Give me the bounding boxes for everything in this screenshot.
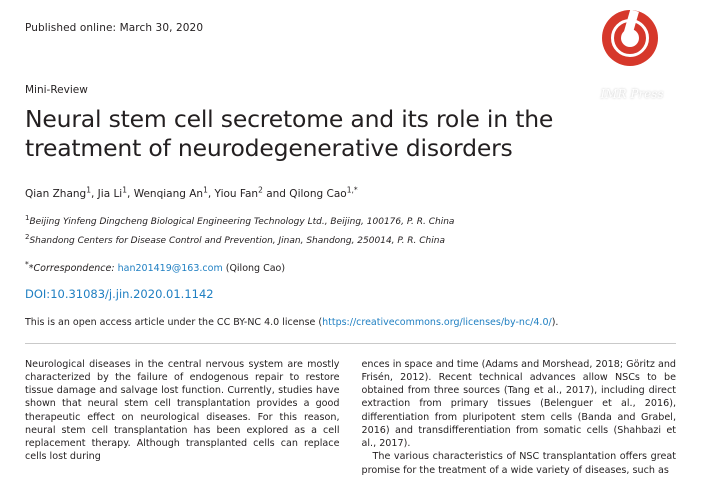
body-left-column [25,358,340,477]
header-divider [25,343,676,344]
paragraph: Neurological diseases in the central nervous system are mostly characterized by the failure of endogenous repair to restore tissue damage and salvage lost function. Currently, studies have shown that neural stem cell transplantation provides a good therapeutic effect on neurological diseases. For this reason, neural stem cell transplantation has been explored as a cell replacement therapy. Although transplanted cells can replace cells lost during [25,358,340,463]
affiliation-2-text: Shandong Centers for Disease Control and Prevention, Jinan, Shandong, 250014, P. R. China [29,235,445,246]
affiliation-2-marker: 2 [25,232,30,241]
paragraph: The various characteristics of NSC transplantation offers great promise for the treatment of a wide variety of diseases, such as [361,451,676,476]
logo-text: IMR Press [600,87,664,101]
license-statement [25,317,676,328]
page-title: Neural stem cell secretome and its role in the treatment of neurodegenerative disorders [25,105,554,163]
correspondence-line [25,260,676,274]
correspondence-label: *Correspondence: [28,262,115,274]
correspondence-name: (Qilong Cao) [225,262,286,274]
affiliation-1-marker: 1 [25,213,30,222]
logo-text-wrap [586,46,678,101]
affiliation-1 [25,213,676,230]
author-list [25,185,676,200]
body-right-column [362,358,677,477]
doi-link[interactable]: 10.31083/j.jin.2020.01.1142 [50,286,214,301]
license-text-pre: This is an open access article under the CC BY-NC 4.0 license ( [25,316,323,328]
paragraph: ences in space and time (Adams and Morshead, 2018; Göritz and Frisén, 2012). Recent technical advances allow NSCs to be obtained from three sources (Tang et al., 2017), including direct extraction from primary tissues (Belenguer et al., 2016), differentiation from pluripotent stem cells (Banda and Grabel, 2016) and transdifferentiation from somatic cells (Shahbazi et al., 2017). [361,358,676,450]
affiliation-1-text: Beijing Yinfeng Dingcheng Biological Engineering Technology Ltd., Beijing, 100176, P. R. China [29,216,455,227]
doi-line [25,287,676,301]
affiliation-2 [25,232,676,249]
correspondence-marker: * [25,259,29,269]
license-link[interactable]: https://creativecommons.org/licenses/by-nc/4.0/ [322,316,552,328]
license-text-post: ). [551,316,559,328]
published-online-date: Published online: March 30, 2020 [25,22,204,34]
doi-label: DOI: [25,286,51,301]
article-type-kicker: Mini-Review [25,84,88,96]
author-list-text: Qian Zhang$^1$, Jia Li$^1$, Wenqiang An$^1$, Yiou Fan$^2$ and Qilong Cao$^{1,*}$ [25,185,358,200]
body-columns [25,358,676,477]
correspondence-email-link[interactable]: han201419@163.com [117,262,223,274]
imr-press-logo [586,10,678,101]
